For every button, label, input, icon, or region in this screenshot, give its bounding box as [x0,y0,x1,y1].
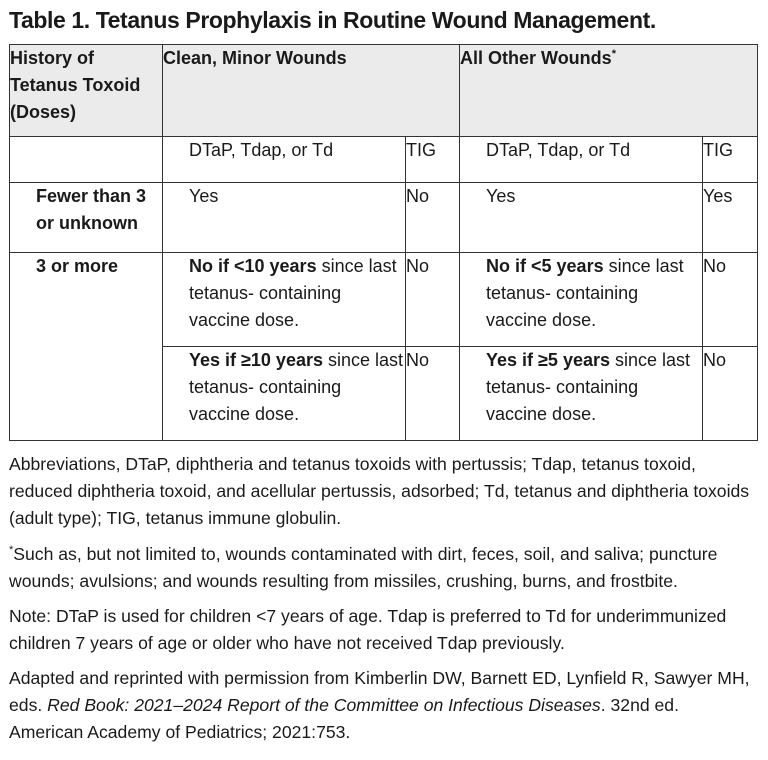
other-condition-bold: No if <5 years [486,256,604,276]
footnote [9,541,757,595]
header-clean-minor-wounds: Clean, Minor Wounds [163,45,460,137]
clean-condition-bold: No if <10 years [189,256,317,276]
tetanus-prophylaxis-table [9,44,758,441]
subheader-vaccine-other: DTaP, Tdap, or Td [460,137,703,183]
table-row-3-or-more-a [10,253,758,347]
other-condition-text: since last tetanus- containing vaccine dose. [486,256,684,330]
clean-tig-cell: No [406,347,460,441]
other-vaccine-cell [460,347,703,441]
other-vaccine-cell [460,253,703,347]
other-condition-bold: Yes if ≥5 years [486,350,610,370]
table-notes [9,451,757,746]
subheader-tig-clean: TIG [406,137,460,183]
clean-vaccine-cell [163,347,406,441]
clean-tig-cell: No [406,253,460,347]
header-history: History of Tetanus Toxoid (Doses) [10,45,163,137]
header-all-other-wounds-label: All Other Wounds [460,48,612,68]
history-fewer-than-3: Fewer than 3 or unknown [10,183,163,253]
table-header-row [10,45,758,137]
clean-tig-cell: No [406,183,460,253]
table-row-fewer-than-3 [10,183,758,253]
source-suffix: . 32nd ed. American Academy of Pediatrics; 2021:753. [9,695,679,742]
clean-condition-bold: Yes if ≥10 years [189,350,323,370]
document-page [9,4,757,754]
subheader-tig-other: TIG [703,137,758,183]
other-tig-cell: No [703,347,758,441]
footnote-star: * [9,544,14,556]
footnote-text: Such as, but not limited to, wounds contaminated with dirt, feces, soil, and saliva; puncture wounds; avulsions; and wounds resulting from missiles, crushing, burns, and frostbite. [9,544,718,591]
other-tig-cell: No [703,253,758,347]
clean-vaccine-cell: Yes [163,183,406,253]
header-all-other-wounds [460,45,758,137]
table-title: Table 1. Tetanus Prophylaxis in Routine Wound Management. [9,7,656,33]
usage-note: Note: DTaP is used for children <7 years of age. Tdap is preferred to Td for underimmunized children 7 years of age or older who have not received Tdap previously. [9,606,727,653]
clean-condition-text: since last tetanus- containing vaccine dose. [189,256,397,330]
source-citation [9,665,757,746]
clean-condition-text: since last tetanus- containing vaccine dose. [189,350,404,424]
source-title: Red Book: 2021–2024 Report of the Committee on Infectious Diseases [47,695,601,715]
subheader-vaccine-clean: DTaP, Tdap, or Td [163,137,406,183]
other-condition-text: since last tetanus- containing vaccine dose. [486,350,691,424]
abbreviations-note: Abbreviations, DTaP, diphtheria and tetanus toxoids with pertussis; Tdap, tetanus toxoid, reduced diphtheria toxoid, and acellular pertussis, adsorbed; Td, tetanus and diphtheria toxoids (adult type); TIG, tetanus immune globulin. [9,454,750,528]
subheader-empty [10,137,163,183]
source-prefix: Adapted and reprinted with permission from Kimberlin DW, Barnett ED, Lynfield R, Sawyer MH, eds. [9,668,750,715]
footnote-marker: * [611,48,616,60]
other-tig-cell: Yes [703,183,758,253]
clean-vaccine-cell [163,253,406,347]
other-vaccine-cell: Yes [460,183,703,253]
history-3-or-more: 3 or more [10,253,163,441]
table-subheader-row [10,137,758,183]
